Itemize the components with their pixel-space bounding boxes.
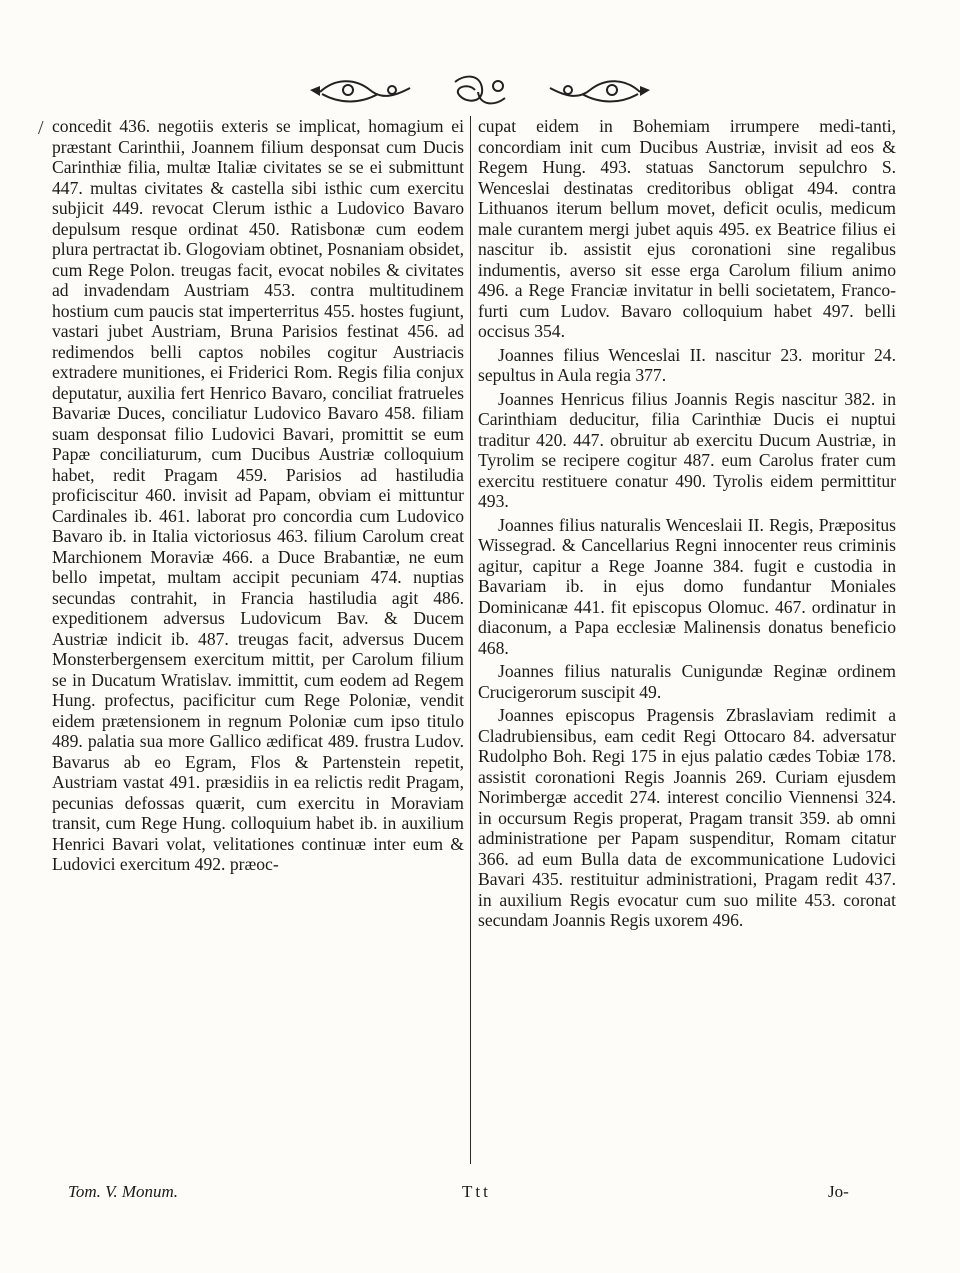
left-column-text: concedit 436. negotiis exteris se implicat, homagium ei præstant Carinthii, Joannem filium desponsat cum Ducis Carinthiæ filia, multæ Italiæ civitates se se ei submittunt 447. multas civitates & castella sibi isthic cum exercitu subjicit 449. revocat Clerum isthic a Ludovico Bavaro depulsum resque ordinat 450. Ratisbonæ cum eodem plura pertractat ib. Glogoviam obtinet, Posnaniam obsidet, cum Rege Polon. treugas facit, evocat nobiles & civitates ad invadendam Austriam 453. contra multitudinem hostium cum paucis stat imperterritus 455. hostes fugiunt, vastari jubet Austriam, Bruna Parisios festinat 456. ad redimendos belli captos nobiles cogitur Austriacis extradere munitiones, ei Friderici Rom. Regis filia conjux deputatur, auxilia fert Henrico Bavaro, conciliat fratrueles Bavariæ Duces, conciliatur Ludovico Bavaro 458. filiam suam desponsat filio Ludovici Bavari, promittit se eum Papæ conciliaturum, cum Ducibus Austriæ colloquium habet, redit Pragam 459. Parisios ad hastiludia proficiscitur 460. invisit ad Papam, obviam ei mittuntur Cardinales ib. 461. laborat pro concordia cum Ludovico Bavaro ib. in Italia victoriosus 463. filium Carolum creat Marchionem Moraviæ 466. a Duce Brabantiæ, ne eum bello impetat, multam accipit pecuniam 474. nuptias secundas contrahit, in Francia hastiludia agit 486. expeditionem adversus Ludovicum Bav. & Ducem Austriæ indicit ib. 487. treugas facit, adversus Ducem Monsterbergensem exercitum mittit, per Carolum filium se in Ducatum Wratislav. immittit, cum eodem ad Regem Hung. profectus, pacificitur cum Rege Poloniæ, vendit eidem prætensionem in regnum Poloniæ cum ipso titulo 489. palatia sua more Gallico ædificat 489. frustra Ludov. Bavarus ab eo Egram, Flos & Partenstein repetit, Austriam vastat 491. præsidiis in ea relictis redit Pragam, pecunias defossas quærit, cum exercitu in Moraviam transit, cum Rege Hung. colloquium habet ib. in auxilium Henrici Bavari volat, velitationes continuæ inter eum & Ludovici exercitum 492. præoc- (52, 116, 464, 874)
footer-catchword: Jo- (828, 1182, 849, 1201)
left-column (52, 116, 464, 875)
footer-volume-signature: Tom. V. Monum. (68, 1182, 179, 1201)
entry-joannes-filius-wenceslai: Joannes filius Wenceslai II. nascitur 23. moritur 24. sepultus in Aula regia 377. (478, 344, 896, 385)
right-column (478, 116, 896, 931)
entry-joannes-episcopus: Joannes episcopus Pragensis Zbraslaviam redimit a Cladrubiensibus, eam cedit Regi Ottocaro 84. adversatur Rudolpho Boh. Regi 175 in ejus palatio cædes Tobiæ 178. assistit coronationi Regis Joannis 269. Curiam ejusdem Norimbergæ accedit 274. interest concilio Viennensi 324. in occursum Regis properat, Pragam transit 359. ab omni administratione per Papam suspenditur, Romam citatur 366. ad eum Bulla data de excommunicatione Ludovici Bavari 435. restituitur administrationi, Pragam redit 437. in auxilium Regis evocatur cum suo milite 453. coronat secundam Joannis Regis uxorem 496. (478, 705, 896, 930)
margin-mark: / (38, 117, 44, 139)
page-footer (0, 1182, 960, 1208)
entry-joannes-naturalis-wenceslaii: Joannes filius naturalis Wenceslaii II. Regis, Præpositus Wissegrad. & Cancellarius Regni innocenter reus criminis agitur, capitur a Rege Joanne 384. fugit e custodia in Bavariam ib. in ejus domo fundantur Moniales Dominicanæ 441. fit episcopus Olomuc. 467. ordinatur in diaconum, a Papa ecclesiæ Malinensis donatus beneficio 468. (478, 514, 896, 658)
column-divider (470, 116, 471, 1164)
printer-ornament-icon (300, 70, 660, 110)
entry-joannes-henricus: Joannes Henricus filius Joannis Regis nascitur 382. in Carinthiam deducitur, filia Carinthiæ Ducis ei nuptui traditur 420. 447. obruitur ab exercitu Ducum Austriæ, in Tyrolim se recipere cogitur 487. eum Carolus frater cum exercitu restituere conatur 490. Tyrolis eidem permittitur 493. (478, 388, 896, 511)
footer-signature-mark: Ttt (462, 1182, 491, 1201)
entry-joannes-naturalis-cunigundae: Joannes filius naturalis Cunigundæ Reginæ ordinem Crucigerorum suscipit 49. (478, 661, 896, 702)
entry-continuation: cupat eidem in Bohemiam irrumpere medi-tanti, concordiam init cum Ducibus Austriæ, invisit ad eos & Regem Hung. 493. statuas Sanctorum sepulchro S. Wenceslai destinatas creditoribus obligat 494. contra Lithuanos iterum bellum movet, deficit oculis, medicum male curantem mergi jubet aquis 495. ex Beatrice filius ei nascitur ib. assistit ejus coronationi sine regalibus indumentis, averso sit esse erga Carolum filium animo 496. a Rege Franciæ invitatur in belli societatem, Franco-furti cum Ludov. Bavaro colloquium habet 497. belli occisus 354. (478, 116, 896, 341)
